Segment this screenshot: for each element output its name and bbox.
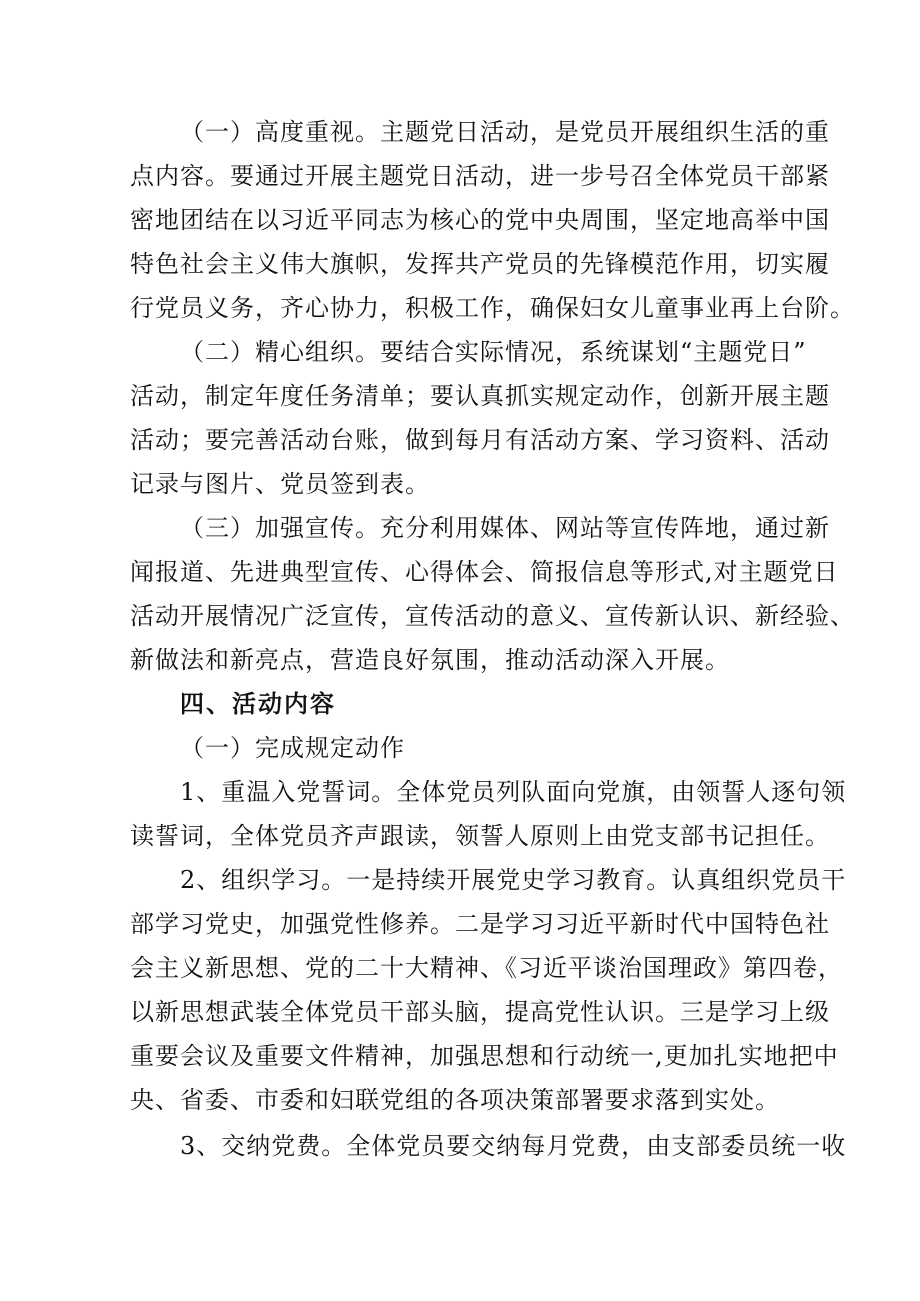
text-line: 点内容。要通过开展主题党日活动，进一步号召全体党员干部紧 <box>130 162 830 190</box>
text-line: 特色社会主义伟大旗帜，发挥共产党员的先锋模范作用，切实履 <box>130 250 830 278</box>
text-line: 新做法和新亮点，营造良好氛围，推动活动深入开展。 <box>130 646 730 674</box>
text-line: 1、重温入党誓词。全体党员列队面向党旗，由领誓人逐句领 <box>180 778 847 806</box>
text-line: 行党员义务，齐心协力，积极工作，确保妇女儿童事业再上台阶。 <box>130 294 855 322</box>
subsection-heading: （一）完成规定动作 <box>180 734 405 762</box>
text-line: 以新思想武装全体党员干部头脑，提高党性认识。三是学习上级 <box>130 998 830 1026</box>
text-line: 活动；要完善活动台账，做到每月有活动方案、学习资料、活动 <box>130 426 830 454</box>
text-line: 2、组织学习。一是持续开展党史学习教育。认真组织党员干 <box>180 866 847 894</box>
text-line: 重要会议及重要文件精神，加强思想和行动统一,更加扎实地把中 <box>130 1042 839 1070</box>
text-line: 密地团结在以习近平同志为核心的党中央周围，坚定地高举中国 <box>130 206 830 234</box>
text-line: 闻报道、先进典型宣传、心得体会、简报信息等形式,对主题党日 <box>130 558 839 586</box>
text-line: 活动开展情况广泛宣传，宣传活动的意义、宣传新认识、新经验、 <box>130 602 855 630</box>
section-heading: 四、活动内容 <box>180 690 336 718</box>
text-line: 记录与图片、党员签到表。 <box>130 470 430 498</box>
text-line: 部学习党史，加强党性修养。二是学习习近平新时代中国特色社 <box>130 910 830 938</box>
text-line: 读誓词，全体党员齐声跟读，领誓人原则上由党支部书记担任。 <box>130 822 830 850</box>
text-line: 活动，制定年度任务清单；要认真抓实规定动作，创新开展主题 <box>130 382 830 410</box>
text-line: 3、交纳党费。全体党员要交纳每月党费，由支部委员统一收 <box>180 1132 847 1160</box>
text-line: （二）精心组织。要结合实际情况，系统谋划“主题党日” <box>180 338 807 366</box>
text-line: （一）高度重视。主题党日活动，是党员开展组织生活的重 <box>180 118 830 146</box>
text-line: （三）加强宣传。充分利用媒体、网站等宣传阵地，通过新 <box>180 514 830 542</box>
text-line: 央、省委、市委和妇联党组的各项决策部署要求落到实处。 <box>130 1086 780 1114</box>
text-line: 会主义新思想、党的二十大精神、《习近平谈治国理政》第四卷， <box>130 954 843 982</box>
